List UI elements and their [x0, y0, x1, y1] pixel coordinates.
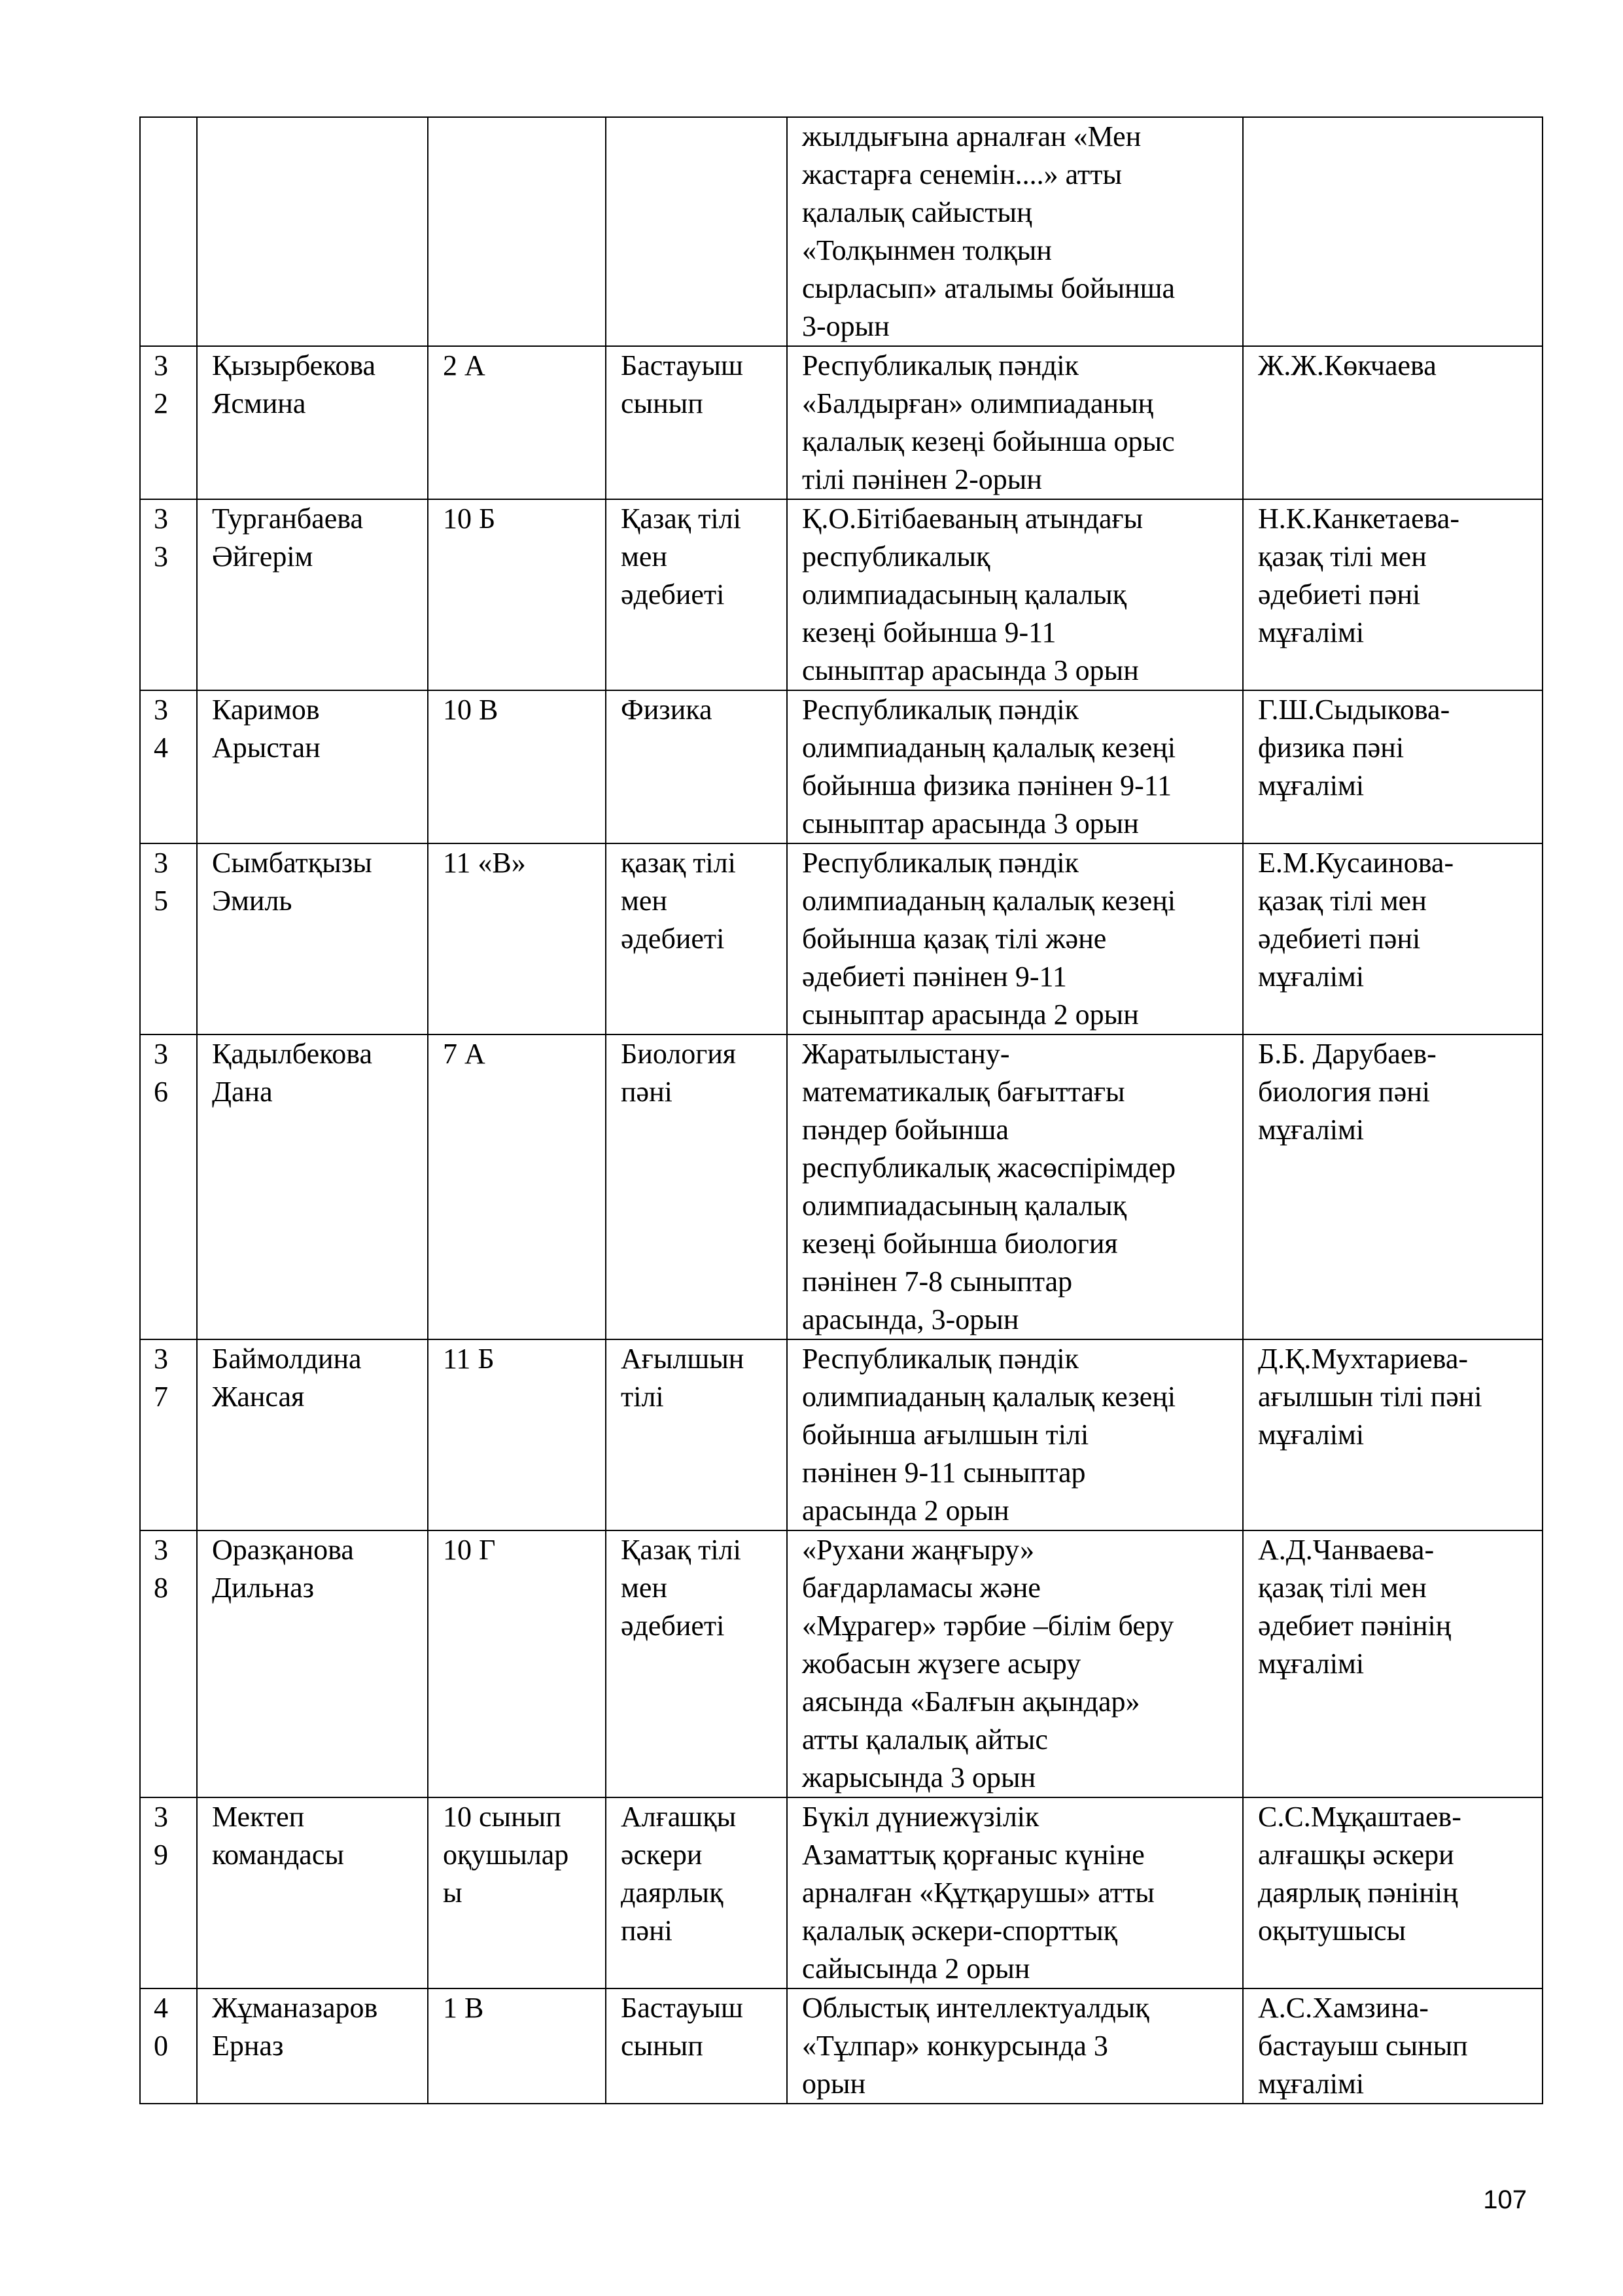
student-name-cell: Қадылбекова Дана — [197, 1034, 428, 1339]
student-name-cell: Қызырбекова Ясмина — [197, 346, 428, 499]
subject-cell: Бастауыш сынып — [606, 346, 787, 499]
subject-cell: қазақ тілі мен әдебиеті — [606, 843, 787, 1034]
table-row — [140, 1339, 1543, 1530]
table-row — [140, 499, 1543, 690]
teacher-cell: Б.Б. Дарубаев- биология пәні мұғалімі — [1243, 1034, 1543, 1339]
awards-table — [139, 116, 1543, 2104]
subject-cell: Ағылшын тілі — [606, 1339, 787, 1530]
subject-cell — [606, 117, 787, 346]
student-name-cell: Жұманазаров Ерназ — [197, 1988, 428, 2104]
table-row — [140, 1034, 1543, 1339]
achievement-cell: «Рухани жаңғыру» бағдарламасы және «Мұрагер» тәрбие –білім беру жобасын жүзеге асыру аясында «Балғын ақындар» атты қалалық айтыс жарысында 3 орын — [787, 1530, 1243, 1797]
achievement-cell: Республикалық пәндік олимпиаданың қалалық кезеңі бойынша ағылшын тілі пәнінен 9-11 сыныптар арасында 2 орын — [787, 1339, 1243, 1530]
table-row — [140, 1797, 1543, 1988]
achievement-cell: Қ.О.Бітібаеваның атындағы республикалық олимпиадасының қалалық кезеңі бойынша 9-11 сыныптар арасында 3 орын — [787, 499, 1243, 690]
teacher-cell: А.Д.Чанваева- қазақ тілі мен әдебиет пәнінің мұғалімі — [1243, 1530, 1543, 1797]
row-number-cell: 4 0 — [140, 1988, 197, 2104]
teacher-cell: С.С.Мұқаштаев- алғашқы әскери даярлық пәнінің оқытушысы — [1243, 1797, 1543, 1988]
achievement-cell: Республикалық пәндік олимпиаданың қалалық кезеңі бойынша физика пәнінен 9-11 сыныптар арасында 3 орын — [787, 690, 1243, 843]
achievement-cell: Облыстық интеллектуалдық «Тұлпар» конкурсында 3 орын — [787, 1988, 1243, 2104]
table-row — [140, 346, 1543, 499]
achievement-cell: Бүкіл дүниежүзілік Азаматтық қорғаныс күніне арналған «Құтқарушы» атты қалалық әскери-спорттық сайысында 2 орын — [787, 1797, 1243, 1988]
achievement-cell: жылдығына арналған «Мен жастарға сенемін....» атты қалалық сайыстың «Толқынмен толқын сырласып» аталымы бойынша 3-орын — [787, 117, 1243, 346]
subject-cell: Қазақ тілі мен әдебиеті — [606, 499, 787, 690]
table-row — [140, 1530, 1543, 1797]
row-number-cell: 3 4 — [140, 690, 197, 843]
teacher-cell: Н.К.Канкетаева- қазақ тілі мен әдебиеті пәні мұғалімі — [1243, 499, 1543, 690]
row-number-cell: 3 6 — [140, 1034, 197, 1339]
teacher-cell: Г.Ш.Сыдыкова- физика пәні мұғалімі — [1243, 690, 1543, 843]
table-row — [140, 117, 1543, 346]
achievement-cell: Жаратылыстану- математикалық бағыттағы пәндер бойынша республикалық жасөспірімдер олимпиадасының қалалық кезеңі бойынша биология пәнінен 7-8 сыныптар арасында, 3-орын — [787, 1034, 1243, 1339]
subject-cell: Физика — [606, 690, 787, 843]
teacher-cell — [1243, 117, 1543, 346]
subject-cell: Қазақ тілі мен әдебиеті — [606, 1530, 787, 1797]
subject-cell: Алғашқы әскери даярлық пәні — [606, 1797, 787, 1988]
page-number: 107 — [1483, 2185, 1527, 2214]
student-name-cell — [197, 117, 428, 346]
class-cell: 10 В — [428, 690, 606, 843]
class-cell: 10 Б — [428, 499, 606, 690]
row-number-cell: 3 8 — [140, 1530, 197, 1797]
student-name-cell: Каримов Арыстан — [197, 690, 428, 843]
class-cell: 1 В — [428, 1988, 606, 2104]
student-name-cell: Баймолдина Жансая — [197, 1339, 428, 1530]
row-number-cell: 3 2 — [140, 346, 197, 499]
row-number-cell: 3 7 — [140, 1339, 197, 1530]
row-number-cell: 3 3 — [140, 499, 197, 690]
table-row — [140, 843, 1543, 1034]
class-cell: 7 А — [428, 1034, 606, 1339]
teacher-cell: Е.М.Кусаинова- қазақ тілі мен әдебиеті пәні мұғалімі — [1243, 843, 1543, 1034]
teacher-cell: Ж.Ж.Көкчаева — [1243, 346, 1543, 499]
class-cell: 10 Г — [428, 1530, 606, 1797]
table-row — [140, 690, 1543, 843]
row-number-cell: 3 5 — [140, 843, 197, 1034]
student-name-cell: Сымбатқызы Эмиль — [197, 843, 428, 1034]
subject-cell: Бастауыш сынып — [606, 1988, 787, 2104]
teacher-cell: Д.Қ.Мухтариева- ағылшын тілі пәні мұғалімі — [1243, 1339, 1543, 1530]
achievement-cell: Республикалық пәндік олимпиаданың қалалық кезеңі бойынша қазақ тілі және әдебиеті пәнінен 9-11 сыныптар арасында 2 орын — [787, 843, 1243, 1034]
student-name-cell: Мектеп командасы — [197, 1797, 428, 1988]
class-cell — [428, 117, 606, 346]
teacher-cell: А.С.Хамзина- бастауыш сынып мұғалімі — [1243, 1988, 1543, 2104]
achievement-cell: Республикалық пәндік «Балдырған» олимпиаданың қалалық кезеңі бойынша орыс тілі пәнінен 2-орын — [787, 346, 1243, 499]
subject-cell: Биология пәні — [606, 1034, 787, 1339]
student-name-cell: Турганбаева Әйгерім — [197, 499, 428, 690]
awards-table-body — [140, 117, 1543, 2104]
class-cell: 11 Б — [428, 1339, 606, 1530]
table-row — [140, 1988, 1543, 2104]
row-number-cell: 3 9 — [140, 1797, 197, 1988]
class-cell: 11 «В» — [428, 843, 606, 1034]
class-cell: 10 сынып оқушылар ы — [428, 1797, 606, 1988]
student-name-cell: Оразқанова Дильназ — [197, 1530, 428, 1797]
row-number-cell — [140, 117, 197, 346]
class-cell: 2 А — [428, 346, 606, 499]
